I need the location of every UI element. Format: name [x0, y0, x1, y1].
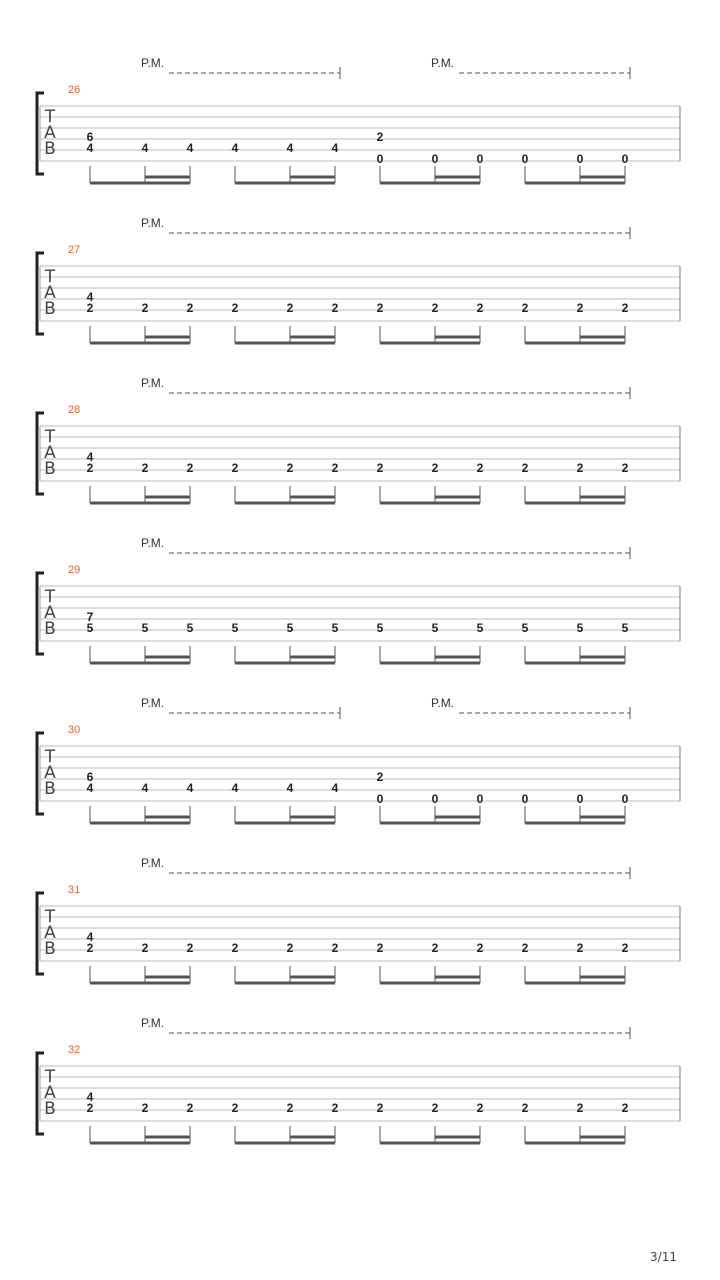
palm-mute-label: P.M.	[141, 1016, 165, 1030]
tab-clef-letter: B	[44, 939, 56, 959]
tab-clef-letter: T	[44, 267, 56, 287]
fret-number: 0	[476, 792, 484, 806]
fret-number: 2	[376, 770, 384, 784]
tab-clef-letter: B	[44, 1099, 56, 1119]
tab-clef-letter: A	[44, 443, 56, 463]
fret-number: 2	[621, 301, 629, 315]
tab-clef-letter: A	[44, 1083, 56, 1103]
fret-number: 2	[376, 1101, 384, 1115]
fret-number: 2	[476, 941, 484, 955]
palm-mute-label: P.M.	[141, 696, 165, 710]
fret-number: 0	[621, 152, 629, 166]
fret-number: 2	[476, 1101, 484, 1115]
measure-number: 31	[68, 884, 81, 896]
tab-clef-letter: T	[44, 747, 56, 767]
fret-number: 4	[141, 781, 149, 795]
fret-number: 2	[186, 301, 194, 315]
fret-number: 0	[621, 792, 629, 806]
fret-number: 2	[331, 1101, 339, 1115]
tab-clef-letter: A	[44, 923, 56, 943]
fret-number: 5	[141, 621, 149, 635]
palm-mute-label: P.M.	[141, 856, 165, 870]
fret-number: 2	[431, 941, 439, 955]
fret-number: 4	[286, 141, 294, 155]
tab-system	[37, 216, 680, 343]
measure-number: 32	[68, 1044, 81, 1056]
tab-clef-letter: T	[44, 107, 56, 127]
fret-number: 5	[431, 621, 439, 635]
fret-number: 4	[86, 781, 94, 795]
fret-number: 2	[141, 301, 149, 315]
fret-number: 2	[86, 1101, 94, 1115]
fret-number: 2	[86, 461, 94, 475]
fret-number: 5	[231, 621, 239, 635]
fret-number: 2	[376, 301, 384, 315]
fret-number: 2	[141, 941, 149, 955]
fret-number: 5	[86, 621, 94, 635]
fret-number: 2	[141, 461, 149, 475]
fret-number: 2	[476, 301, 484, 315]
fret-number: 4	[331, 141, 339, 155]
palm-mute-label: P.M.	[141, 56, 165, 70]
fret-number: 5	[576, 621, 584, 635]
fret-number: 2	[431, 301, 439, 315]
fret-number: 0	[521, 792, 529, 806]
palm-mute-label: P.M.	[141, 536, 165, 550]
fret-number: 2	[186, 941, 194, 955]
fret-number: 2	[231, 1101, 239, 1115]
fret-number: 5	[186, 621, 194, 635]
tab-system	[37, 536, 680, 663]
fret-number: 5	[476, 621, 484, 635]
tab-clef-letter: T	[44, 587, 56, 607]
fret-number: 2	[186, 461, 194, 475]
fret-number: 2	[621, 461, 629, 475]
fret-number: 2	[621, 941, 629, 955]
fret-number: 2	[331, 461, 339, 475]
fret-number: 5	[331, 621, 339, 635]
fret-number: 2	[521, 461, 529, 475]
fret-number: 2	[141, 1101, 149, 1115]
tab-clef-letter: B	[44, 299, 56, 319]
fret-number: 0	[431, 792, 439, 806]
fret-number: 5	[286, 621, 294, 635]
fret-number: 7	[86, 610, 94, 624]
fret-number: 0	[376, 792, 384, 806]
fret-number: 4	[86, 141, 94, 155]
measure-number: 29	[68, 564, 81, 576]
fret-number: 2	[576, 301, 584, 315]
fret-number: 2	[86, 301, 94, 315]
tab-clef-letter: T	[44, 1067, 56, 1087]
fret-number: 2	[431, 461, 439, 475]
fret-number: 2	[521, 1101, 529, 1115]
fret-number: 4	[86, 1090, 94, 1104]
fret-number: 0	[521, 152, 529, 166]
palm-mute-label: P.M.	[431, 696, 455, 710]
tab-clef-letter: A	[44, 763, 56, 783]
fret-number: 6	[86, 770, 94, 784]
fret-number: 2	[376, 461, 384, 475]
tab-clef-letter: B	[44, 459, 56, 479]
fret-number: 2	[576, 1101, 584, 1115]
fret-number: 2	[286, 941, 294, 955]
fret-number: 0	[576, 792, 584, 806]
fret-number: 2	[286, 301, 294, 315]
fret-number: 4	[86, 450, 94, 464]
measure-number: 30	[68, 724, 81, 736]
fret-number: 2	[286, 1101, 294, 1115]
fret-number: 2	[576, 941, 584, 955]
fret-number: 2	[331, 941, 339, 955]
tab-system	[37, 1016, 680, 1143]
tab-clef-letter: T	[44, 427, 56, 447]
fret-number: 2	[376, 130, 384, 144]
fret-number: 4	[231, 781, 239, 795]
fret-number: 2	[431, 1101, 439, 1115]
fret-number: 4	[286, 781, 294, 795]
fret-number: 2	[286, 461, 294, 475]
tab-clef-letter: B	[44, 619, 56, 639]
fret-number: 0	[431, 152, 439, 166]
fret-number: 4	[86, 930, 94, 944]
palm-mute-label: P.M.	[431, 56, 455, 70]
tab-system	[37, 376, 680, 503]
tab-clef-letter: T	[44, 907, 56, 927]
fret-number: 2	[376, 941, 384, 955]
fret-number: 2	[621, 1101, 629, 1115]
fret-number: 0	[576, 152, 584, 166]
tab-clef-letter: A	[44, 603, 56, 623]
fret-number: 2	[476, 461, 484, 475]
fret-number: 2	[521, 301, 529, 315]
tab-clef-letter: A	[44, 123, 56, 143]
page-number: 3/11	[650, 1250, 677, 1264]
fret-number: 2	[576, 461, 584, 475]
tab-system	[37, 56, 680, 183]
tab-system	[37, 856, 680, 983]
fret-number: 0	[476, 152, 484, 166]
fret-number: 2	[521, 941, 529, 955]
fret-number: 4	[141, 141, 149, 155]
measure-number: 28	[68, 404, 81, 416]
measure-number: 27	[68, 244, 81, 256]
palm-mute-label: P.M.	[141, 376, 165, 390]
fret-number: 2	[231, 941, 239, 955]
tab-clef-letter: B	[44, 779, 56, 799]
fret-number: 4	[231, 141, 239, 155]
fret-number: 5	[521, 621, 529, 635]
fret-number: 2	[231, 301, 239, 315]
fret-number: 6	[86, 130, 94, 144]
fret-number: 2	[86, 941, 94, 955]
fret-number: 4	[331, 781, 339, 795]
fret-number: 2	[231, 461, 239, 475]
palm-mute-label: P.M.	[141, 216, 165, 230]
fret-number: 2	[331, 301, 339, 315]
tab-clef-letter: A	[44, 283, 56, 303]
fret-number: 2	[186, 1101, 194, 1115]
fret-number: 5	[621, 621, 629, 635]
fret-number: 4	[186, 781, 194, 795]
fret-number: 0	[376, 152, 384, 166]
tab-clef-letter: B	[44, 139, 56, 159]
tab-system	[37, 696, 680, 823]
fret-number: 5	[376, 621, 384, 635]
measure-number: 26	[68, 84, 81, 96]
fret-number: 4	[186, 141, 194, 155]
fret-number: 4	[86, 290, 94, 304]
